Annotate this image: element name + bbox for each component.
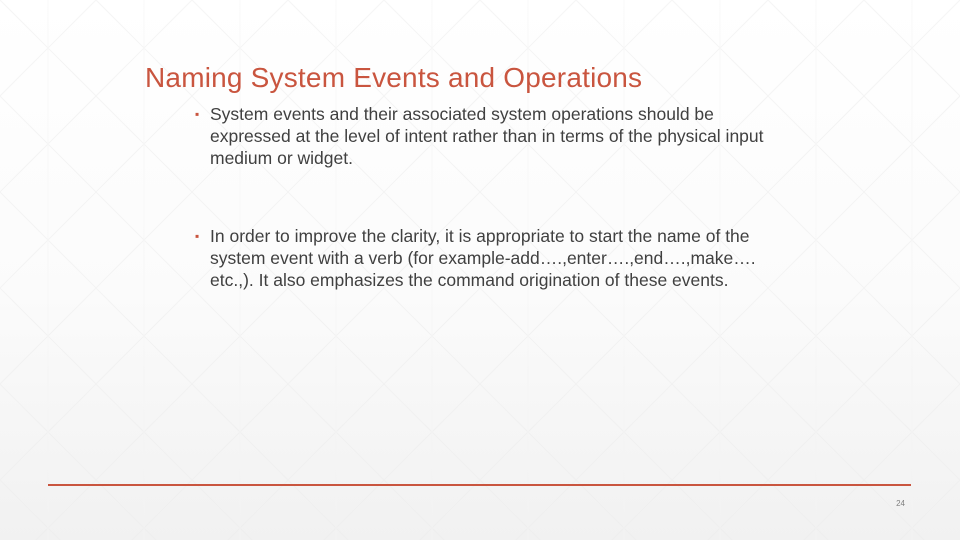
bullet-icon: ▪ (195, 229, 200, 244)
bullet-item (190, 226, 790, 291)
slide-title: Naming System Events and Operations (145, 62, 643, 93)
bullet-icon: ▪ (195, 107, 200, 121)
bullet-list (190, 104, 790, 292)
bullet-text: In order to improve the clarity, it is appropriate to start the name of the system event with a verb (for example-add….,enter….,end….,make…. etc.,). It also emphasizes the command origination of these events. (210, 226, 756, 290)
bullet-text: System events and their associated system operations should be expressed at the level of intent rather than in terms of the physical input medium or widget. (210, 104, 764, 168)
footer-divider (48, 484, 911, 486)
page-number: 24 (896, 499, 905, 508)
bullet-item (190, 104, 790, 169)
